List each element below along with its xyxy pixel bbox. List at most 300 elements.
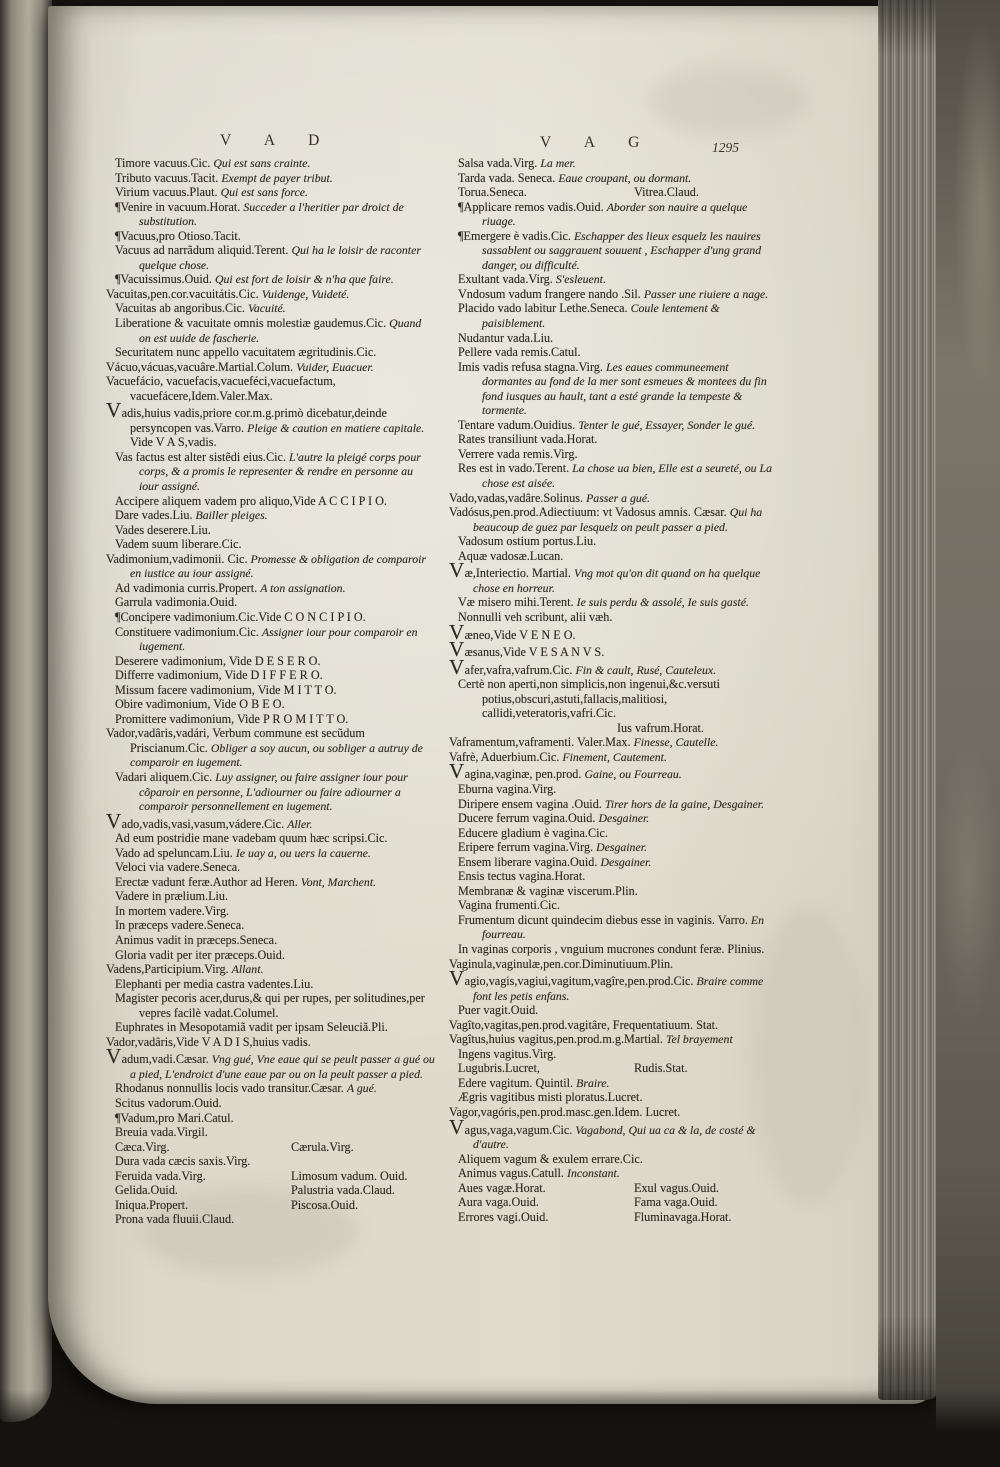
dictionary-lemma [449, 619, 778, 644]
latin-text: Rhodanus nonnullis locis vado transitur.Cæsar. [115, 1081, 344, 1096]
latin-text: Væ misero mihi.Terent. [458, 595, 574, 610]
latin-text: Ducere ferrum vagina.Ouid. [458, 811, 596, 826]
latin-text: ¶Concipere vadimonium.Cic.Vide C O N C I P I O. [115, 609, 366, 624]
french-gloss: Quand on est uuide de fascherie. [139, 316, 422, 345]
latin-text: Elephanti per media castra vadentes.Liu. [115, 976, 314, 991]
latin-text: Ius vafrum.Horat. [617, 720, 704, 735]
dictionary-line [106, 345, 435, 360]
dictionary-line [449, 1105, 778, 1120]
latin-text: Vacuitas ab angoribus.Cic. [115, 301, 245, 316]
latin-text: Vaginula,vaginulæ,pen.cor.Diminutiuum.Plin. [449, 956, 674, 971]
dictionary-line [449, 549, 778, 564]
latin-text: Vado ad speluncam.Liu. [115, 845, 233, 860]
latin-text: Ensem liberare vagina.Ouid. [458, 854, 598, 869]
dictionary-line [106, 991, 435, 1020]
dictionary-line [449, 229, 778, 273]
dictionary-lemma [106, 398, 435, 450]
dictionary-line [449, 331, 778, 346]
french-gloss: Braire. [576, 1075, 610, 1090]
dictionary-line [106, 156, 435, 171]
latin-text: Vadens,Participium.Virg. [106, 962, 229, 977]
page-number: 1295 [712, 140, 739, 155]
dictionary-line [449, 797, 778, 812]
latin-text: Vades deserere.Liu. [115, 522, 211, 537]
dictionary-line [449, 534, 778, 549]
french-gloss: Desgainer. [598, 811, 650, 826]
latin-text: Erectæ vadunt feræ.Author ad Heren. [115, 874, 298, 889]
lemma-initial: V [449, 759, 465, 784]
latin-text: Vndosum vadum frangere nando .Sil. [458, 286, 641, 301]
pair-right [634, 1061, 688, 1076]
french-gloss: Tirer hors de la gaine, Desgainer. [604, 796, 765, 811]
dictionary-line [449, 1166, 778, 1181]
dictionary-line [449, 272, 778, 287]
dictionary-line [449, 287, 778, 302]
latin-text: Vadosum ostium portus.Liu. [458, 534, 597, 549]
latin-text: Ægris vagitibus misti ploratus.Lucret. [458, 1090, 643, 1105]
dictionary-line [449, 491, 778, 506]
dictionary-line [449, 957, 778, 972]
dictionary-line [449, 1076, 778, 1091]
latin-text: Magister pecoris acer,durus,& qui per rupes, per solitudines,per vepres facilè vadat.Columel. [115, 991, 425, 1020]
dictionary-lemma [449, 1114, 778, 1152]
french-gloss: Bailler pleiges. [195, 508, 268, 523]
dictionary-line [106, 625, 435, 654]
french-gloss: Qui est sans force. [220, 185, 308, 200]
dictionary-line [106, 595, 435, 610]
latin-text: Pellere vada remis.Catul. [458, 345, 581, 360]
latin-text: Accipere aliquem vadem pro aliquo,Vide A C C I P I O. [115, 493, 387, 508]
latin-text: In præceps vadere.Seneca. [115, 918, 245, 933]
dictionary-line [106, 846, 435, 861]
latin-text: Vadere in prælium.Liu. [115, 889, 229, 904]
latin-text: Vadari aliquem.Cic. [115, 769, 213, 784]
latin-text: Ingens vagitus.Virg. [458, 1046, 557, 1061]
french-gloss: Gaine, ou Fourreau. [584, 767, 682, 782]
latin-text: Ensis tectus vagina.Horat. [458, 869, 586, 884]
french-gloss: Succeder a l'heritier par droict de substitution. [139, 199, 404, 229]
french-gloss: Desgainer. [596, 840, 647, 855]
lemma-initial: V [106, 398, 122, 423]
dictionary-line [449, 811, 778, 826]
lemma-initial: V [449, 654, 465, 679]
pair-right [634, 1181, 719, 1196]
french-gloss: Qui est sans crainte. [213, 156, 311, 170]
french-gloss: Vont, Marchent. [300, 874, 377, 889]
dictionary-lemma [449, 966, 778, 1003]
latin-text: Ad vadimonia curris.Propert. [115, 580, 258, 595]
dictionary-line [449, 721, 778, 736]
dictionary-line [106, 697, 435, 712]
french-gloss: Braire comme font les petis enfans. [473, 974, 764, 1003]
latin-text: Vagîtus,huius vagitus,pen.prod.m.g.Martial. [449, 1032, 663, 1047]
latin-text: Fama vaga.Ouid. [634, 1195, 718, 1210]
dictionary-line [106, 860, 435, 875]
latin-text: Nonnulli veh scribunt, alii væh. [458, 609, 613, 624]
pair-left [115, 1198, 291, 1213]
french-gloss: Exempt de payer tribut. [221, 170, 333, 185]
french-gloss: Eschapper des lieux esquelz les nauires sassablent ou saggrauent souuent , Eschapper d'ung grand danger, ou difficulté. [482, 228, 762, 272]
dictionary-line [449, 185, 778, 200]
dictionary-line [106, 1125, 435, 1140]
lemma-initial: V [449, 619, 465, 644]
dictionary-line [106, 1154, 435, 1169]
latin-text: Gelida.Ouid. [115, 1183, 178, 1198]
dictionary-line [449, 735, 778, 750]
latin-text: Eripere ferrum vagina.Virg. [458, 840, 594, 855]
latin-text: æneo,Vide V E N E O. [464, 627, 576, 642]
lemma-initial: V [106, 1044, 122, 1069]
dictionary-line [449, 360, 778, 418]
latin-text: Obire vadimonium, Vide O B E O. [115, 697, 285, 712]
latin-text: Veloci via vadere.Seneca. [115, 860, 241, 875]
latin-text: Educere gladium è vagina.Cic. [458, 825, 608, 840]
lemma-initial: V [449, 558, 465, 583]
dictionary-line [106, 552, 435, 581]
latin-text: Liberatione & vacuitate omnis molestiæ gaudemus.Cic. [115, 316, 387, 331]
dictionary-line [449, 1090, 778, 1105]
dictionary-line [106, 301, 435, 316]
page-stain [648, 66, 808, 136]
latin-text: Torua.Seneca. [458, 185, 527, 200]
dictionary-line [106, 450, 435, 494]
dictionary-line [449, 869, 778, 884]
dictionary-line [106, 494, 435, 509]
dictionary-line [106, 523, 435, 538]
dictionary-line [449, 1195, 778, 1210]
latin-text: agus,vaga,vagum.Cic. [464, 1122, 573, 1137]
dictionary-line [449, 1181, 778, 1196]
latin-text: Limosum vadum. Ouid. [291, 1168, 408, 1183]
latin-text: Deserere vadimonium, Vide D E S E R O. [115, 653, 321, 668]
latin-text: Tarda vada. Seneca. [458, 170, 556, 185]
french-gloss: L'autre la pleigé corps pour corps, & a promis le representer & rendre en personne au iour assigné. [139, 449, 421, 494]
dictionary-line [449, 782, 778, 797]
dictionary-lemma [449, 759, 778, 784]
dictionary-line [106, 374, 435, 403]
dictionary-line [449, 942, 778, 957]
dictionary-line [106, 287, 435, 302]
dictionary-line [106, 962, 435, 977]
latin-text: Vacuus ad narrãdum aliquid.Terent. [115, 243, 289, 258]
latin-text: Garrula vadimonia.Ouid. [115, 595, 238, 610]
french-gloss: Vng mot qu'on dit quand on ha quelque chose en horreur. [473, 566, 761, 595]
latin-text: Res est in vado.Terent. [458, 461, 570, 476]
running-head-left: V A D [220, 132, 335, 149]
latin-text: Ad eum postridie mane vadebam quum hæc scripsi.Cic. [115, 831, 388, 846]
latin-text: Prona vada fluuii.Claud. [115, 1212, 235, 1227]
lemma-initial: V [449, 1114, 465, 1139]
dictionary-line [449, 913, 778, 942]
latin-text: Exultant vada.Virg. [458, 272, 553, 287]
pair-left [458, 1061, 634, 1076]
dictionary-line [106, 1198, 435, 1213]
pair-left [458, 1181, 634, 1196]
dictionary-line [106, 1111, 435, 1126]
latin-text: Tributo vacuus.Tacit. [115, 170, 219, 185]
dictionary-line [106, 1081, 435, 1096]
latin-text: ¶Vacuus,pro Otioso.Tacit. [115, 228, 241, 243]
latin-text: In vaginas corporis , vnguium mucrones condunt feræ. Plinius. [458, 941, 765, 956]
pair-right [634, 185, 699, 200]
french-gloss: Qui ha le loisir de raconter quelque chose. [139, 243, 421, 272]
latin-text: Securitatem nunc appello vacuitatem ægritudinis.Cic. [115, 345, 377, 360]
latin-text: Exul vagus.Ouid. [634, 1180, 719, 1195]
dictionary-line [106, 831, 435, 846]
pair-right [291, 1198, 358, 1213]
latin-text: Placido vado labitur Lethe.Seneca. [458, 301, 628, 316]
french-gloss: Aborder son nauire a quelque riuage. [482, 199, 748, 229]
latin-text: Membranæ & vaginæ viscerum.Plin. [458, 883, 638, 898]
dictionary-line [106, 200, 435, 229]
french-gloss: Tenter le gué, Essayer, Sonder le gué. [578, 417, 756, 432]
french-gloss: Passer une riuiere a nage. [643, 286, 769, 301]
french-gloss: Finement, Cautement. [562, 749, 667, 764]
latin-text: Eburna vagina.Virg. [458, 781, 557, 796]
running-head-right: V A G [540, 134, 655, 151]
latin-text: agio,vagis,vagiui,vagitum,vagîre,pen.prod.Cic. [464, 974, 694, 989]
underlying-page-edge [0, 0, 52, 1422]
french-gloss: Luy assigner, ou faire assigner iour pour cõparoir en personne, L'adiourner ou faire adiourner a comparoir personnellement en iugement. [139, 769, 408, 814]
dictionary-line [106, 1096, 435, 1111]
bottom-shadow [0, 1390, 1000, 1467]
dictionary-line [106, 933, 435, 948]
latin-text: ¶Applicare remos vadis.Ouid. [458, 199, 604, 214]
french-gloss: Passer a gué. [586, 490, 650, 505]
latin-text: Vaframentum,vaframenti. Valer.Max. [449, 735, 631, 750]
latin-text: Vitrea.Claud. [634, 185, 699, 200]
french-gloss: Obliger a soy aucun, ou sobliger a autruy de comparoir en iugement. [130, 740, 423, 770]
latin-text: Gloria vadit per iter præceps.Ouid. [115, 947, 285, 962]
latin-text: Promittere vadimonium, Vide P R O M I T T O. [115, 711, 349, 726]
dictionary-line [106, 229, 435, 244]
latin-text: Aura vaga.Ouid. [458, 1195, 539, 1210]
latin-text: Piscosa.Ouid. [291, 1197, 359, 1212]
dictionary-lemma [449, 654, 778, 679]
dictionary-line [106, 948, 435, 963]
latin-text: æ,Interiectio. Martial. [464, 566, 571, 581]
french-gloss: La mer. [540, 156, 576, 170]
dictionary-line [449, 345, 778, 360]
latin-text: Rudis.Stat. [634, 1061, 688, 1076]
dictionary-line [106, 610, 435, 625]
french-gloss: Inconstant. [567, 1166, 620, 1181]
latin-text: Constituere vadimonium.Cic. [115, 624, 259, 639]
lemma-initial: V [449, 966, 465, 991]
latin-text: Imis vadis refusa stagna.Virg. [458, 359, 603, 374]
latin-text: Vadósus,pen.prod.Adiectiuum: vt Vadosus amnis. Cæsar. [449, 505, 727, 520]
latin-text: æsanus,Vide V E S A N V S. [464, 645, 605, 660]
latin-text: adum,vadi.Cæsar. [121, 1052, 209, 1067]
french-gloss: Assigner iour pour comparoir en iugement. [139, 624, 418, 654]
pair-right [291, 1169, 407, 1184]
french-gloss: A ton assignation. [260, 580, 346, 595]
french-gloss: Tel brayement [665, 1032, 733, 1047]
french-gloss: Allant. [231, 962, 264, 977]
latin-text: ¶Venire in vacuum.Horat. [115, 199, 241, 214]
dictionary-line [106, 668, 435, 683]
french-gloss: S'esleuent. [555, 272, 606, 287]
latin-text: Aues vagæ.Horat. [458, 1180, 546, 1195]
latin-text: Timore vacuus.Cic. [115, 156, 211, 170]
dictionary-line [449, 826, 778, 841]
latin-text: ¶Emergere è vadis.Cic. [458, 228, 571, 243]
dictionary-line [449, 884, 778, 899]
latin-text: Animus vadit in præceps.Seneca. [115, 932, 278, 947]
latin-text: Fluminavaga.Horat. [634, 1209, 732, 1224]
dictionary-line [106, 683, 435, 698]
dictionary-line [106, 1169, 435, 1184]
latin-text: afer,vafra,vafrum.Cic. [464, 662, 573, 677]
dictionary-line [106, 654, 435, 669]
pair-right [291, 1183, 395, 1198]
dictionary-line [449, 1152, 778, 1167]
latin-text: adis,huius vadis,priore cor.m.g.primò dicebatur,deinde persyncopen vas.Varro. [121, 406, 387, 435]
dictionary-line [106, 875, 435, 890]
latin-text: Lugubris.Lucret, [458, 1061, 540, 1076]
latin-text: Vador,vadâris,Vide V A D I S,huius vadis. [106, 1034, 311, 1049]
latin-text: Euphrates in Mesopotamiã vadit per ipsam Seleuciã.Pli. [115, 1020, 388, 1035]
french-gloss: En fourreau. [482, 912, 765, 942]
latin-text: Aliquem vagum & exulem errare.Cic. [458, 1151, 643, 1166]
french-gloss: Qui est fort de loisir & n'ha que faire. [214, 272, 394, 287]
latin-text: Vagina frumenti.Cic. [458, 898, 560, 913]
book-page [48, 6, 938, 1404]
french-gloss: Aller. [287, 816, 313, 831]
lemma-initial: V [106, 808, 122, 833]
latin-text: Puer vagit.Ouid. [458, 1003, 539, 1018]
french-gloss: Ie suis perdu & assolé, Ie suis gasté. [576, 595, 749, 610]
latin-text: Dura vada cæcis saxis.Virg. [115, 1154, 251, 1169]
french-gloss: Ie uay a, ou uers la cauerne. [235, 845, 371, 860]
dictionary-line [106, 977, 435, 992]
latin-text: ¶Vacuissimus.Ouid. [115, 272, 212, 287]
latin-text: In mortem vadere.Virg. [115, 903, 230, 918]
dictionary-line [106, 1020, 435, 1035]
dictionary-line [449, 301, 778, 330]
dictionary-line [449, 1210, 778, 1225]
latin-text: Animus vagus.Catull. [458, 1166, 564, 1181]
dictionary-line [106, 770, 435, 814]
latin-text: Cærula.Virg. [291, 1139, 354, 1154]
pair-left [115, 1183, 291, 1198]
dictionary-lemma [106, 808, 435, 833]
french-gloss: Qui ha beaucoup de guez par lesquelz on peult passer a pied. [473, 505, 763, 534]
dictionary-line [106, 904, 435, 919]
dictionary-line [449, 418, 778, 433]
book-fore-edge [878, 0, 940, 1400]
dictionary-line [106, 712, 435, 727]
latin-text: Vafrè, Aduerbium.Cic. [449, 749, 560, 764]
french-gloss: Vng gué, Vne eaue qui se peult passer a gué ou a pied, L'endroict d'une eaue par ou on la peult passer a pied. [130, 1052, 435, 1081]
dictionary-line [449, 855, 778, 870]
pair-left [458, 1210, 634, 1225]
latin-text: Virium vacuus.Plaut. [115, 185, 218, 200]
dictionary-line [449, 1047, 778, 1062]
dictionary-line [106, 1183, 435, 1198]
latin-text: Vado,vadas,vadâre.Solinus. [449, 490, 584, 505]
latin-text: Palustria vada.Claud. [291, 1183, 395, 1198]
dictionary-line [449, 1032, 778, 1047]
french-gloss: Vuidenge, Vuideté. [261, 286, 350, 301]
french-gloss: Eaue croupant, ou dormant. [558, 170, 692, 185]
latin-text: Rates transiliunt vada.Horat. [458, 432, 598, 447]
french-gloss: Les eaues communeement dormantes au fond de la mer sont esmeues & montees du fin fond iusques au hault, tant a esté grande la tempeste & tormente. [482, 359, 767, 418]
dictionary-line [449, 1061, 778, 1076]
dictionary-line [449, 750, 778, 765]
dictionary-line [106, 171, 435, 186]
latin-text: Cæca.Virg. [115, 1139, 170, 1154]
dictionary-line [449, 595, 778, 610]
latin-text: Aquæ vadosæ.Lucan. [458, 548, 564, 563]
column-left [106, 156, 435, 1227]
latin-text: Scitus vadorum.Ouid. [115, 1096, 222, 1110]
pair-left [115, 1169, 291, 1184]
dictionary-line [106, 316, 435, 345]
latin-text: Edere vagitum. Quintil. [458, 1075, 574, 1090]
latin-text: Differre vadimonium, Vide D I F F E R O. [115, 668, 323, 683]
pair-left [458, 1195, 634, 1210]
dictionary-line [106, 272, 435, 287]
french-gloss: Vacuité. [248, 301, 286, 316]
latin-text: Vacuitas,pen.cor.vacuitátis.Cic. [106, 286, 259, 301]
latin-text: Errores vagi.Ouid. [458, 1209, 549, 1224]
dictionary-lemma [449, 558, 778, 595]
dictionary-line [449, 1003, 778, 1018]
latin-text: Vadem suum liberare.Cic. [115, 537, 242, 552]
dictionary-line [106, 889, 435, 904]
french-gloss: A gué. [346, 1081, 377, 1096]
dictionary-line [449, 610, 778, 625]
dictionary-line [106, 918, 435, 933]
dictionary-line [106, 243, 435, 272]
latin-text: ¶Vadum,pro Mari.Catul. [115, 1110, 234, 1125]
french-gloss: Pleige & caution en matiere capitale. [247, 420, 425, 435]
dictionary-line [449, 447, 778, 462]
latin-text: Vácuo,vácuas,vacuâre.Martial.Colum. [106, 359, 294, 374]
pair-right [634, 1210, 731, 1225]
latin-text: Frumentum dicunt quindecim diebus esse in vaginis. Varro. [458, 912, 748, 927]
pair-left [115, 1140, 291, 1155]
dictionary-line [106, 1212, 435, 1227]
dictionary-line [449, 171, 778, 186]
dictionary-line [106, 185, 435, 200]
french-gloss: La chose ua bien, Elle est a seureté, ou La chose est aisée. [482, 461, 772, 491]
latin-text: Dare vades.Liu. [115, 508, 193, 523]
latin-text: Diripere ensem vagina .Ouid. [458, 796, 602, 811]
dictionary-line [106, 581, 435, 596]
latin-text: Iniqua.Propert. [115, 1197, 189, 1212]
dictionary-line [449, 432, 778, 447]
dictionary-line [106, 1140, 435, 1155]
latin-text: Vacuefácio, vacuefacis,vacueféci,vacuefactum, vacuefácere,Idem.Valer.Max. [106, 374, 336, 403]
dictionary-line [449, 677, 778, 721]
latin-text: Vadimonium,vadimonii. Cic. [106, 551, 248, 566]
dictionary-line [449, 840, 778, 855]
dictionary-line [449, 200, 778, 229]
latin-text: Vador,vadâris,vadári, Verbum commune est secũdum Priscianum.Cic. [106, 726, 365, 755]
latin-text: Vagor,vagóris,pen.prod.masc.gen.Idem. Lucret. [449, 1105, 681, 1119]
dictionary-line [449, 898, 778, 913]
latin-text: Vide V A S,vadis. [130, 435, 217, 450]
latin-text: agina,vaginæ, pen.prod. [464, 767, 582, 782]
pair-left [458, 185, 634, 200]
french-gloss: Vagabond, Qui ua ca & la, de costé & d'autre. [473, 1122, 756, 1152]
latin-text: Vas factus est alter sistẽdi eius.Cic. [115, 449, 286, 464]
french-gloss: Desgainer. [600, 854, 652, 869]
latin-text: Breuia vada.Virgil. [115, 1125, 208, 1140]
latin-text: Feruida vada.Virg. [115, 1168, 206, 1183]
